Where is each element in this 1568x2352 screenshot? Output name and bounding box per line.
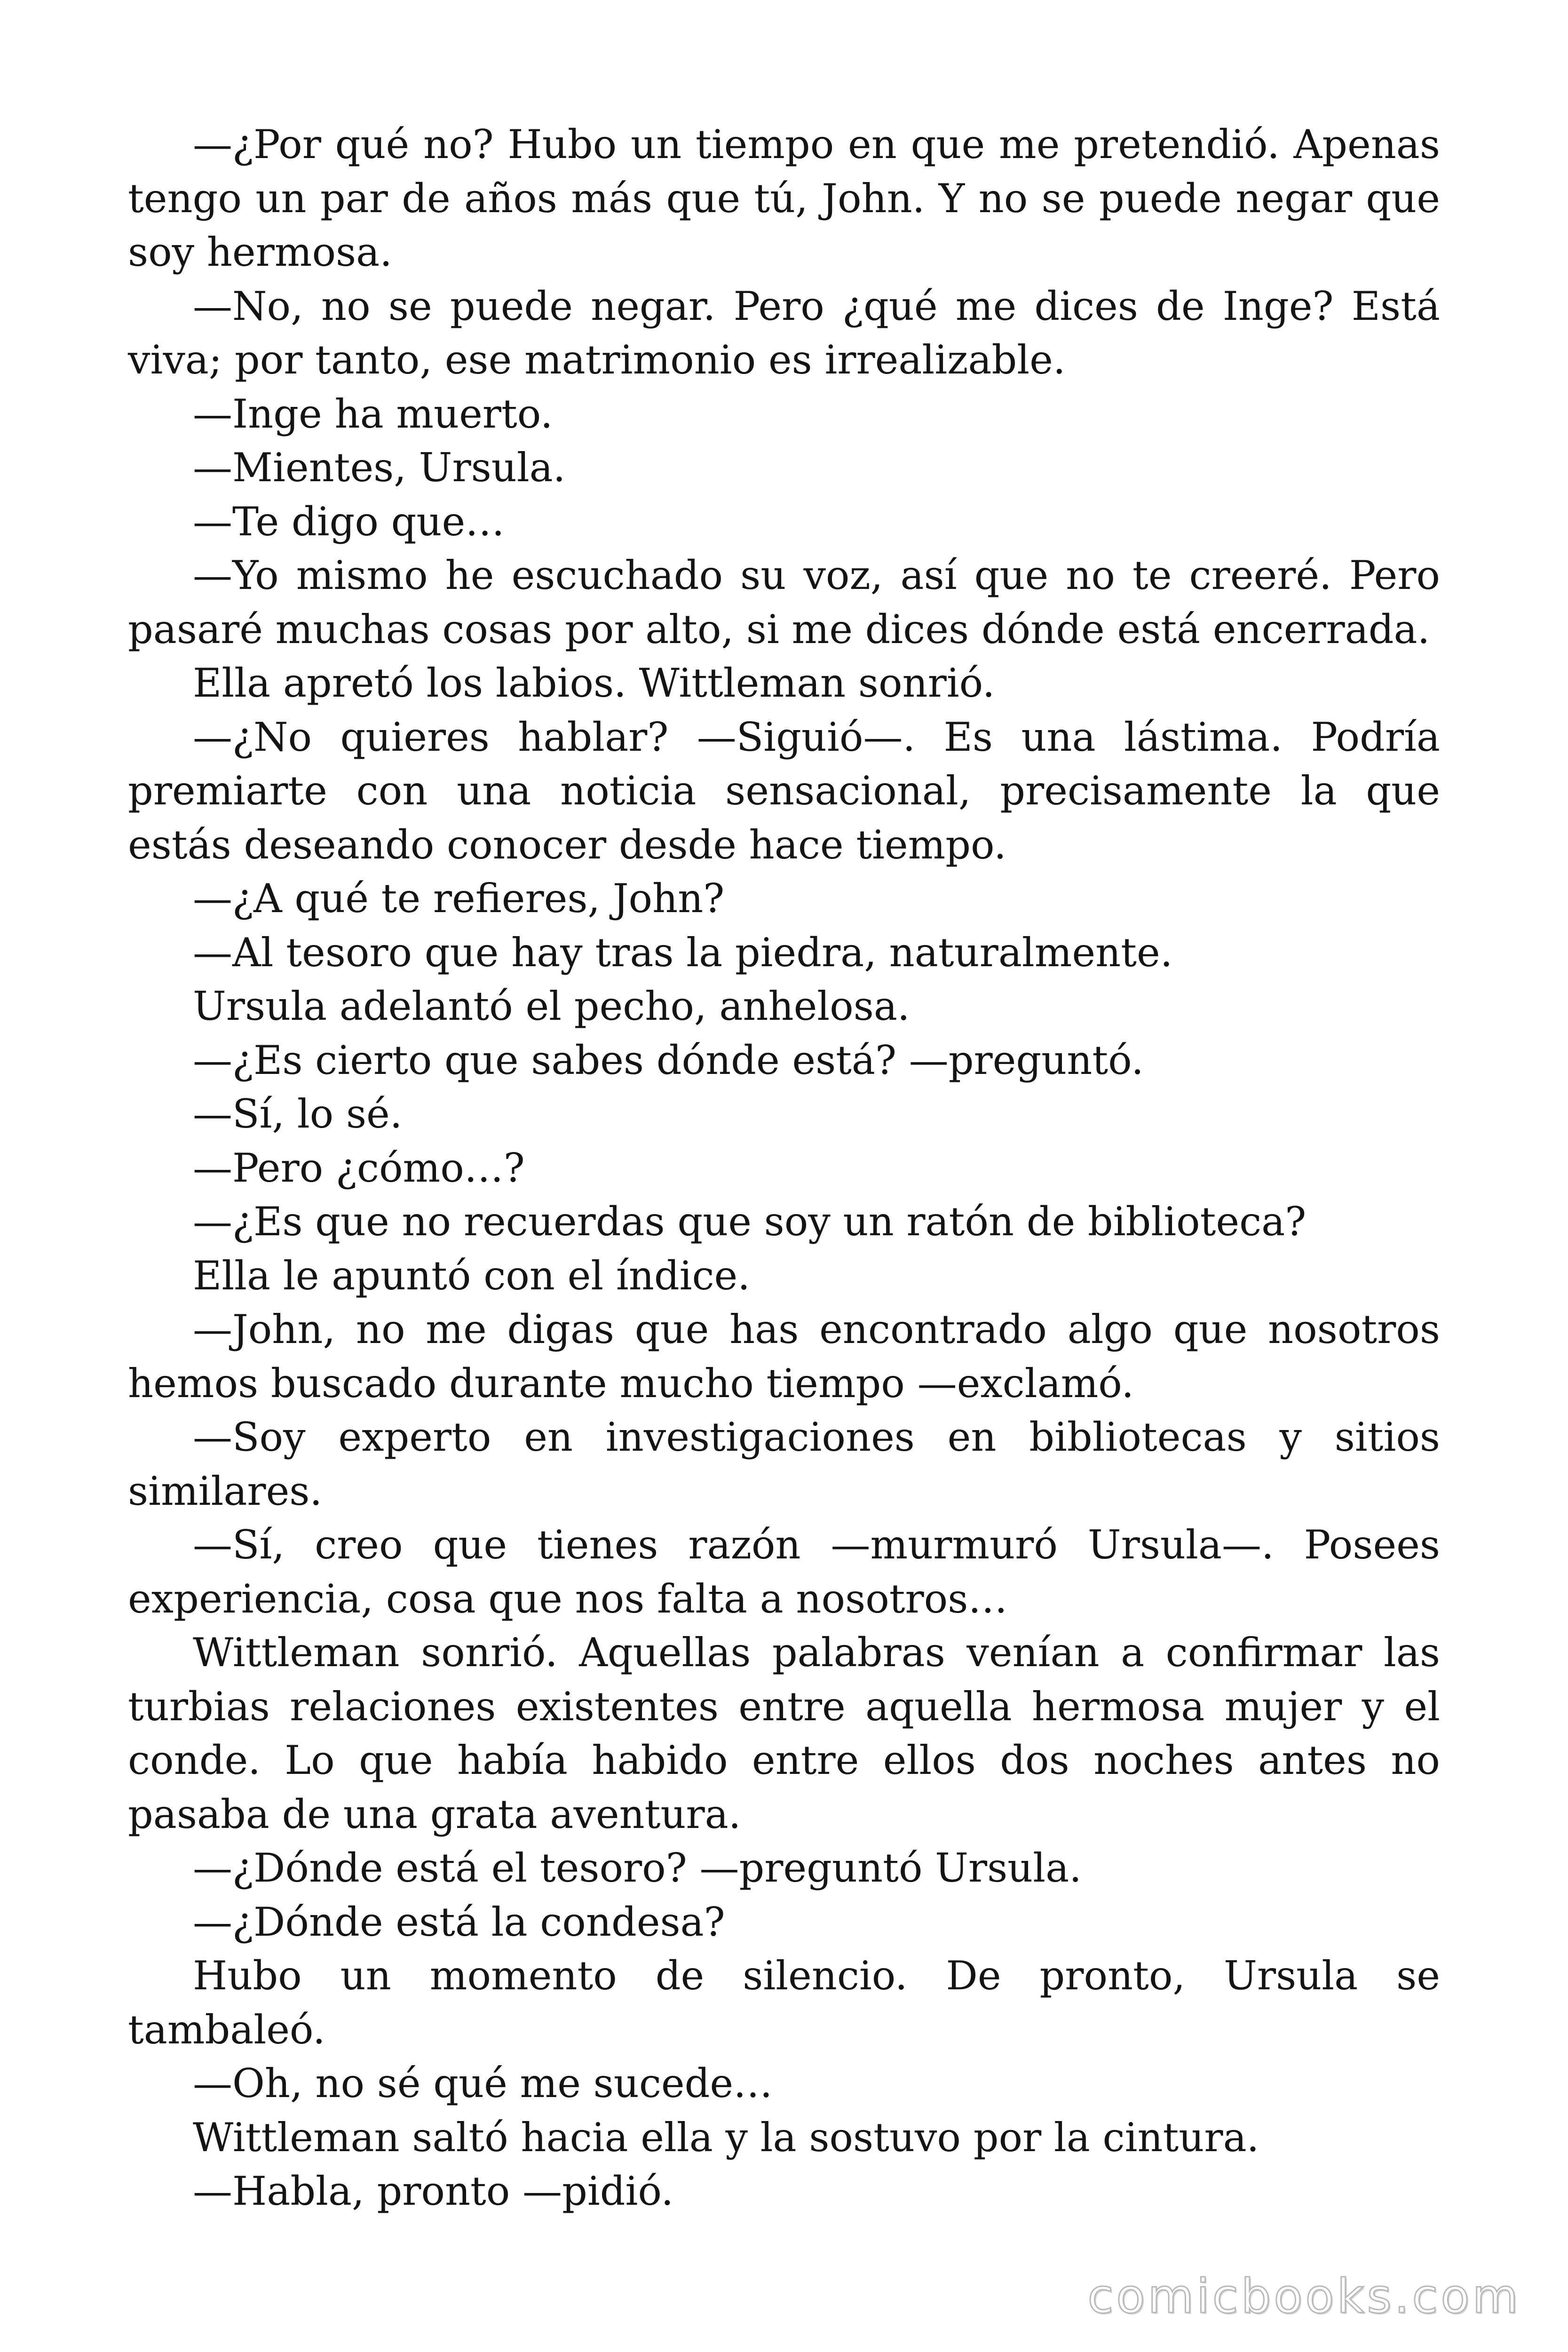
paragraph: —Mientes, Ursula. — [193, 445, 566, 491]
paragraph: —John, no me digas que has encontrado algo que nosotros hemos buscado durante mucho tiempo —exclamó. — [128, 1306, 1440, 1406]
paragraph: Wittleman saltó hacia ella y la sostuvo por la cintura. — [193, 2114, 1259, 2161]
paragraph: —Sí, lo sé. — [193, 1091, 403, 1137]
paragraph: —Habla, pronto —pidió. — [193, 2168, 674, 2214]
paragraph: —Sí, creo que tienes razón —murmuró Ursula—. Posees experiencia, cosa que nos falta a nosotros… — [128, 1522, 1440, 1622]
paragraph: —Al tesoro que hay tras la piedra, naturalmente. — [193, 929, 1173, 976]
paragraph: —¿Dónde está la condesa? — [193, 1899, 725, 1945]
paragraph: —¿Por qué no? Hubo un tiempo en que me pretendió. Apenas tengo un par de años más que tú, John. Y no se puede negar que soy hermosa. — [128, 121, 1440, 275]
paragraph: —Oh, no sé qué me sucede… — [193, 2060, 773, 2106]
paragraph: Ella le apuntó con el índice. — [193, 1252, 750, 1299]
paragraph: Ursula adelantó el pecho, anhelosa. — [193, 983, 910, 1029]
paragraph: —No, no se puede negar. Pero ¿qué me dices de Inge? Está viva; por tanto, ese matrimonio es irrealizable. — [128, 283, 1440, 383]
paragraph: —Pero ¿cómo…? — [193, 1144, 525, 1191]
paragraph: Wittleman sonrió. Aquellas palabras venían a confirmar las turbias relaciones existentes entre aquella hermosa mujer y el conde. Lo que había habido entre ellos dos noches antes no pasaba de una grata aventura. — [128, 1629, 1440, 1837]
paragraph: Ella apretó los labios. Wittleman sonrió. — [193, 660, 995, 706]
paragraph: —¿Es que no recuerdas que soy un ratón de biblioteca? — [193, 1199, 1307, 1245]
paragraph: —Te digo que… — [193, 498, 505, 545]
paragraph: —Soy experto en investigaciones en bibliotecas y sitios similares. — [128, 1414, 1440, 1514]
paragraph: Hubo un momento de silencio. De pronto, Ursula se tambaleó. — [128, 1953, 1440, 2053]
paragraph: —Yo mismo he escuchado su voz, así que no te creeré. Pero pasaré muchas cosas por alto, si me dices dónde está encerrada. — [128, 552, 1440, 652]
paragraph: —Inge ha muerto. — [193, 390, 553, 437]
paragraph: —¿Es cierto que sabes dónde está? —preguntó. — [193, 1037, 1144, 1083]
paragraph: —¿No quieres hablar? —Siguió—. Es una lástima. Podría premiarte con una noticia sensacional, precisamente la que estás deseando conocer desde hace tiempo. — [128, 714, 1440, 868]
paragraph: —¿Dónde está el tesoro? —preguntó Ursula. — [193, 1845, 1082, 1891]
paragraph: —¿A qué te refieres, John? — [193, 875, 725, 922]
site-watermark: comicbooks.com — [1087, 2269, 1521, 2324]
body-text — [128, 118, 1440, 2218]
